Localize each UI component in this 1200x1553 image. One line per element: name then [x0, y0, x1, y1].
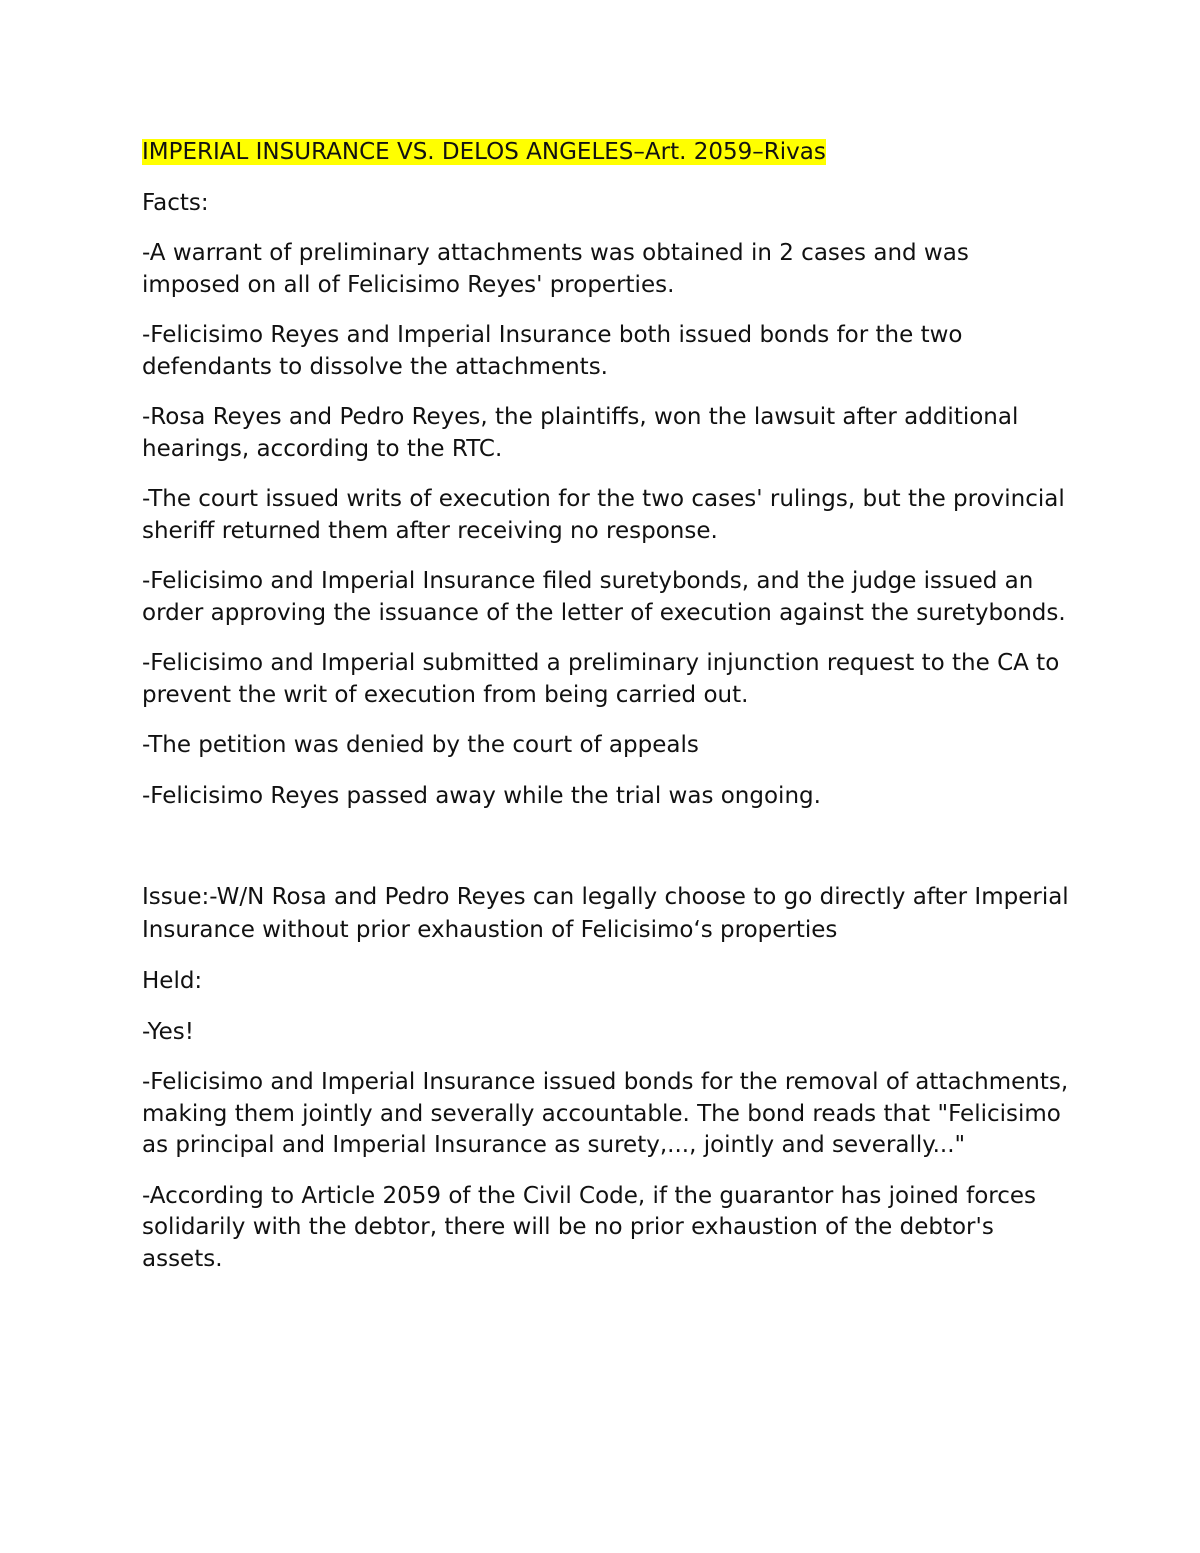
- held-paragraph: -According to Article 2059 of the Civil Code, if the guarantor has joined forces solidarily with the debtor, there will be no prior exhaustion of the debtor's assets.: [142, 1182, 1037, 1272]
- held-heading: Held:: [142, 968, 203, 994]
- fact-paragraph: -Felicisimo Reyes passed away while the trial was ongoing.: [142, 782, 821, 809]
- fact-paragraph: -Felicisimo and Imperial Insurance filed suretybonds, and the judge issued an order approving the issuance of the letter of execution against the suretybonds.: [142, 568, 1066, 626]
- case-title-highlight: IMPERIAL INSURANCE VS. DELOS ANGELES–Art. 2059–Rivas: [142, 139, 826, 165]
- facts-heading: Facts:: [142, 189, 209, 216]
- fact-paragraph: -The petition was denied by the court of appeals: [142, 732, 699, 758]
- fact-paragraph: -The court issued writs of execution for the two cases' rulings, but the provincial sheriff returned them after receiving no response.: [142, 486, 1065, 544]
- document-body: [142, 137, 1072, 1294]
- fact-paragraph: -Felicisimo and Imperial submitted a preliminary injunction request to the CA to prevent the writ of execution from being carried out.: [142, 650, 1060, 708]
- blank-line: [142, 831, 1072, 881]
- issue-paragraph: Issue:-W/N Rosa and Pedro Reyes can legally choose to go directly after Imperial Insurance without prior exhaustion of Felicisimo‘s properties: [142, 884, 1069, 943]
- held-paragraph: -Felicisimo and Imperial Insurance issued bonds for the removal of attachments, making them jointly and severally accountable. The bond reads that "Felicisimo as principal and Imperial Insurance as surety,..., jointly and severally...": [142, 1069, 1069, 1158]
- case-title: [142, 137, 1072, 169]
- fact-paragraph: -Rosa Reyes and Pedro Reyes, the plaintiffs, won the lawsuit after additional hearings, according to the RTC.: [142, 404, 1019, 462]
- fact-paragraph: -Felicisimo Reyes and Imperial Insurance both issued bonds for the two defendants to dissolve the attachments.: [142, 322, 963, 380]
- fact-paragraph: -A warrant of preliminary attachments was obtained in 2 cases and was imposed on all of Felicisimo Reyes' properties.: [142, 240, 969, 298]
- held-paragraph: -Yes!: [142, 1018, 194, 1045]
